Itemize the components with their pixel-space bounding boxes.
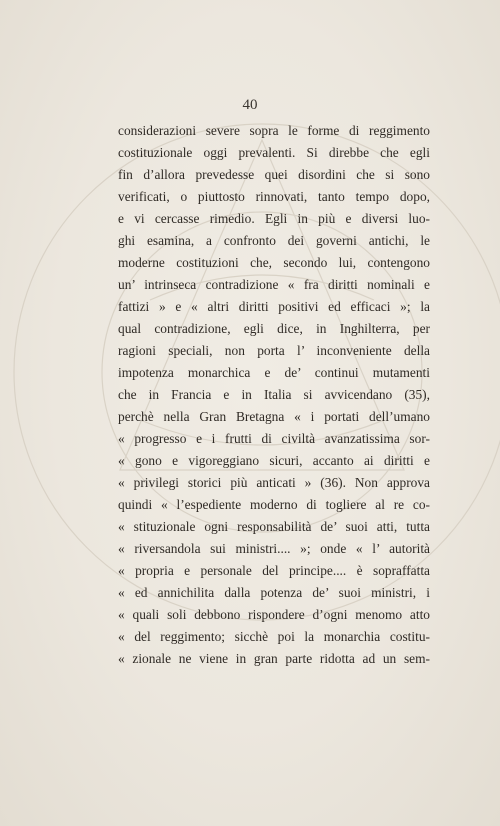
text-line: costituzionale oggi prevalenti. Si direbbe che egli <box>118 145 430 160</box>
text-line: moderne costituzioni che, secondo lui, contengono <box>118 255 430 270</box>
text-line: perchè nella Gran Bretagna « i portati dell’umano <box>118 409 430 424</box>
body-text <box>118 120 430 670</box>
text-line: verificati, o piuttosto rinnovati, tanto tempo dopo, <box>118 189 430 204</box>
text-line: che in Francia e in Italia si avvicendano (35), <box>118 387 430 402</box>
text-line: « progresso e i frutti di civiltà avanzatissima sor- <box>118 431 430 446</box>
text-line: « riversandola sui ministri.... »; onde « l’ autorità <box>118 541 430 556</box>
text-line: ragioni speciali, non porta l’ inconveniente della <box>118 343 430 358</box>
text-line: « ed annichilita dalla potenza de’ suoi ministri, i <box>118 585 430 600</box>
text-line: « del reggimento; sicchè poi la monarchia costitu- <box>118 629 430 644</box>
text-line: fin d’allora prevedesse quei disordini che si sono <box>118 167 430 182</box>
text-line: « propria e personale del principe.... è sopraffatta <box>118 563 430 578</box>
text-line: impotenza monarchica e de’ continui mutamenti <box>118 365 430 380</box>
text-line: quindi « l’espediente moderno di togliere al re co- <box>118 497 430 512</box>
text-line: considerazioni severe sopra le forme di reggimento <box>118 123 430 138</box>
page-number: 40 <box>242 97 258 113</box>
text-line: « privilegi storici più anticati » (36). Non approva <box>118 475 430 490</box>
text-line: un’ intrinseca contradizione « fra diritti nominali e <box>118 277 430 292</box>
text-line: « quali soli debbono rispondere d’ogni menomo atto <box>118 607 430 622</box>
text-line: fattizi » e « altri diritti positivi ed efficaci »; la <box>118 299 430 314</box>
text-line: « zionale ne viene in gran parte ridotta ad un sem- <box>118 651 430 666</box>
text-line: qual contradizione, egli dice, in Inghilterra, per <box>118 321 430 336</box>
text-line: ghi esamina, a confronto dei governi antichi, le <box>118 233 430 248</box>
text-line: « gono e vigoreggiano sicuri, accanto ai diritti e <box>118 453 430 468</box>
text-line: « stituzionale ogni responsabilità de’ suoi atti, tutta <box>118 519 430 534</box>
text-line: e vi cercasse rimedio. Egli in più e diversi luo- <box>118 211 430 226</box>
